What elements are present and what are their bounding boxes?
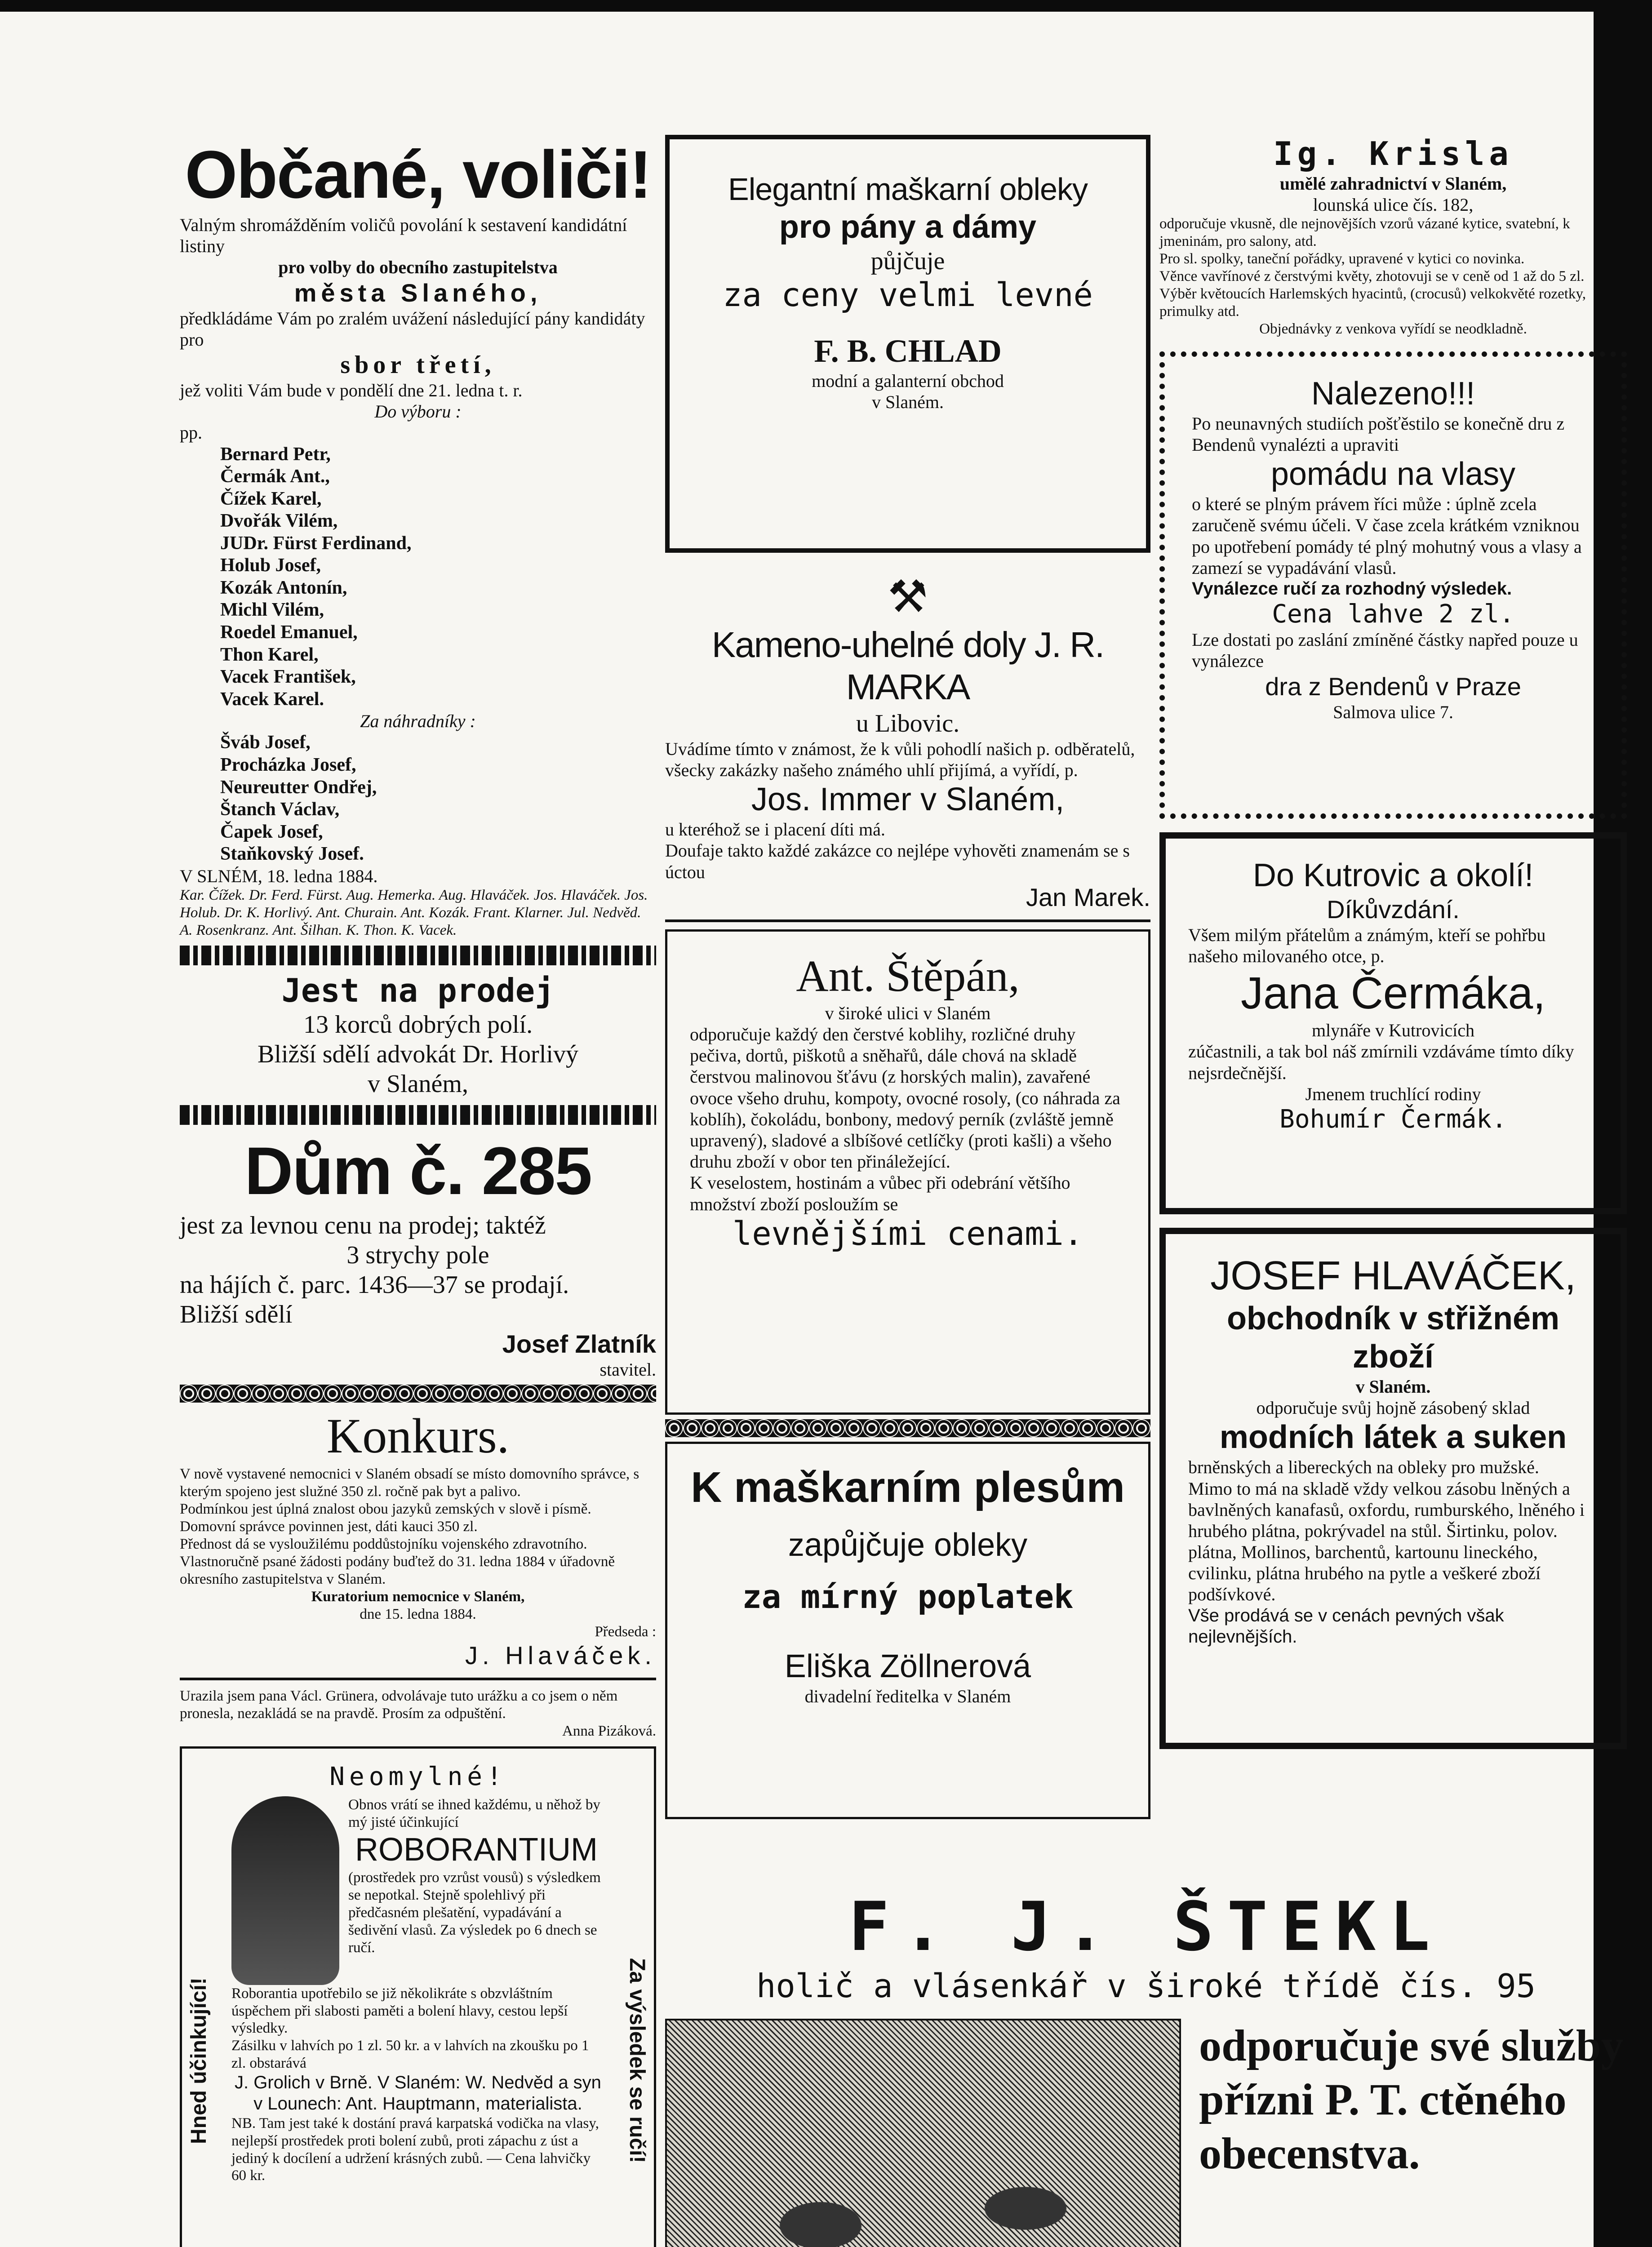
marek-p3: Doufaje takto každé zakázce co nejlépe vyhověti znamenám se s úctou	[665, 840, 1130, 882]
konkurs-notice	[180, 1407, 656, 1670]
election-signers: Kar. Čížek. Dr. Ferd. Fürst. Aug. Hemerka. Aug. Hlaváček. Jos. Hlaváček. Jos. Holub. Dr. K. Horlivý. Ant. Churain. Ant. Kozák. Frant. Klarner. Jul. Nedvěd. A. Rosenkranz. Ant. Šilhan. K. Thon. K. Vacek.	[180, 887, 648, 938]
konkurs-sig4: J. Hlaváček.	[465, 1641, 656, 1670]
konkurs-sig1: Kuratorium nemocnice v Slaném,	[311, 1588, 525, 1605]
chlad-l6: v Slaném.	[872, 391, 944, 412]
kutrovic-name: Jana Čermáka,	[1240, 968, 1546, 1019]
krisla-p3: Věnce vavřínové z čerstvými květy, zhotovuji se v ceně od 1 až do 5 zl.	[1159, 268, 1585, 285]
krisla-l2: lounská ulice čís. 182,	[1313, 195, 1474, 215]
kutrovic-p1: Všem milým přátelům a známým, kteří se pohřbu našeho milovaného otce, p.	[1188, 924, 1546, 967]
divider	[665, 919, 1150, 922]
krisla-p1: odporučuje vkusně, dle nejnovějších vzorů vázané kytice, svatební, k jmeninám, pro salony, atd.	[1159, 216, 1570, 250]
nalezeno-price: Cena lahve 2 zl.	[1272, 599, 1514, 629]
chlad-l4: za ceny velmi levné	[723, 275, 1093, 314]
marek-ad	[665, 571, 1150, 912]
stepan-l1: v široké ulici v Slaném	[825, 1003, 991, 1023]
candidate-list	[180, 444, 656, 711]
candidate: Čermák Ant.,	[220, 466, 330, 487]
hlavacek-l1: obchodník v střižném zboží	[1226, 1301, 1560, 1375]
house-l3: na hájích č. parc. 1436—37 se prodají.	[180, 1271, 569, 1299]
ornament-divider	[665, 1419, 1150, 1437]
house-name: Josef Zlatník	[502, 1330, 656, 1359]
zollner-l1: zapůjčuje obleky	[788, 1527, 1028, 1563]
candidate: JUDr. Fürst Ferdinand,	[220, 533, 412, 554]
stepan-p2: K veselostem, hostinám a vůbec při odebrání většího množství zboží posloužím se	[690, 1172, 1070, 1214]
ornament-divider	[180, 1385, 656, 1403]
stepan-l2: levnějšími cenami.	[732, 1214, 1084, 1252]
candidate: Vacek František,	[220, 666, 356, 688]
krisla-p2: Pro sl. spolky, taneční pořádky, upravené v kytici co novinka.	[1159, 251, 1525, 267]
konkurs-p4: Přednost dá se vysloužilému poddůstojníku vojenského zdravotního.	[180, 1536, 587, 1552]
kutrovic-p3: Jmenem truchlící rodiny	[1305, 1084, 1481, 1104]
konkurs-p5: Vlastnoručně psané žádosti podány buďtež do 31. ledna 1884 v úřadovně okresního zastupitelstva v Slaném.	[180, 1553, 615, 1587]
roborantium-top	[231, 1796, 604, 1985]
zollner-title: K maškarním plesům	[691, 1463, 1125, 1511]
nalezeno-addr: Salmova ulice 7.	[1333, 702, 1453, 722]
roborantium-p1: Obnos vrátí se ihned každému, u něhož by mý jisté účinkující	[348, 1796, 600, 1830]
hlavacek-name: JOSEF HLAVÁČEK,	[1210, 1253, 1576, 1298]
ornament-divider	[180, 1105, 656, 1125]
candidate: Thon Karel,	[220, 644, 319, 665]
hlavacek-l2: v Slaném.	[1355, 1376, 1431, 1397]
kutrovic-l1: mlynáře v Kutrovicích	[1311, 1020, 1475, 1041]
substitute: Šváb Josef,	[220, 732, 311, 753]
zollner-ad	[665, 1442, 1150, 1819]
stekl-body	[665, 2019, 1627, 2247]
kutrovic-p2: zúčastnili, a tak bol náš zmírnili vzdáváme tímto díky nejsrdečnější.	[1188, 1041, 1574, 1083]
hlavacek-l3: odporučuje svůj hojně zásobený sklad	[1256, 1398, 1530, 1418]
roborantium-name: ROBORANTIUM	[355, 1832, 598, 1868]
candidate: Čížek Karel,	[220, 488, 322, 509]
krisla-p5: Objednávky z venkova vyřídí se neodkladně.	[1259, 320, 1527, 337]
stekl-l1: holič a vlásenkář v široké třídě čís. 95	[756, 1967, 1536, 2005]
election-date: V SLNÉM, 18. ledna 1884.	[180, 866, 378, 886]
zollner-name: Eliška Zöllnerová	[784, 1648, 1031, 1684]
house-title: Dům č. 285	[244, 1132, 592, 1208]
krisla-l1: umělé zahradnictví v Slaném,	[1279, 173, 1507, 194]
election-do-vyboru: Do výboru :	[374, 401, 462, 422]
nalezeno-p4: Lze dostati po zaslání zmíněné částky napřed pouze u vynálezce	[1192, 630, 1578, 671]
candidate: Michl Vilém,	[220, 599, 324, 621]
roborantium-ad	[180, 1746, 656, 2247]
marek-title: Kameno-uhelné doly J. R. MARKA	[711, 625, 1104, 707]
divider	[180, 1678, 656, 1680]
chlad-ad	[665, 135, 1150, 553]
sale-l2: Bližší sdělí advokát Dr. Horlivý	[258, 1040, 578, 1068]
sale-title: Jest na prodej	[281, 971, 555, 1009]
substitute-list	[180, 732, 656, 865]
chlad-l2: pro pány a dámy	[779, 209, 1037, 245]
apology-notice	[180, 1687, 656, 1740]
column-middle	[665, 135, 1150, 1819]
marek-name: Jos. Immer v Slaném,	[751, 782, 1065, 818]
kutrovic-title: Do Kutrovic a okolí!	[1252, 857, 1534, 893]
barbershop-engraving-icon	[665, 2019, 1181, 2247]
chlad-l3: půjčuje	[870, 247, 945, 275]
konkurs-title: Konkurs.	[326, 1408, 510, 1464]
marek-p2: u kteréhož se i placení díti má.	[665, 819, 885, 840]
hlavacek-l4: modních látek a suken	[1219, 1419, 1567, 1456]
election-p1: Valným shromážděním voličů povolání k sestavení kandidátní listiny	[180, 215, 627, 257]
candidate: Roedel Emanuel,	[220, 622, 358, 643]
house-l2: 3 strychy pole	[346, 1241, 489, 1269]
election-headline: Občané, voliči!	[185, 137, 651, 212]
marek-p1: Uvádíme tímto v známost, že k vůli pohodlí našich p. odběratelů, všecky zakázky našeho známého uhlí přijímá, a vyřídí, p.	[665, 738, 1135, 781]
substitute: Staňkovský Josef.	[220, 844, 364, 865]
konkurs-p1: V nově vystavené nemocnici v Slaném obsadí se místo domovního správce, s kterým spojeno jest služné 350 zl. ročně pak byt a palivo.	[180, 1466, 639, 1500]
konkurs-p3: Domovní správce povinnen jest, dáti kauci 350 zl.	[180, 1519, 478, 1535]
hammer-pick-icon: ⚒	[888, 572, 928, 622]
candidate: Kozák Antonín,	[220, 577, 347, 598]
roborantium-vertical-right: Za výsledek se ručí!	[625, 1958, 649, 2163]
apology-name: Anna Pizáková.	[562, 1723, 656, 1739]
house-for-sale	[180, 1131, 656, 1381]
nalezeno-l1: pomádu na vlasy	[1270, 456, 1516, 493]
roborantium-p4: Zásilku v lahvích po 1 zl. 50 kr. a v lahvích na zkoušku po 1 zl. obstarává	[231, 2038, 589, 2072]
election-notice	[180, 135, 656, 939]
marek-sig: Jan Marek.	[1026, 883, 1150, 911]
roborantium-intro	[348, 1796, 604, 1985]
hlavacek-p1: brněnských a libereckých na obleky pro mužské.	[1188, 1457, 1539, 1478]
konkurs-p2: Podmínkou jest úplná znalost obou jazyků zemských v slově i písmě.	[180, 1501, 591, 1518]
nalezeno-p3: Vynálezce ručí za rozhodný výsledek.	[1192, 578, 1512, 599]
roborantium-vertical-left: Hned účinkující!	[187, 1977, 211, 2144]
krisla-ad	[1159, 135, 1627, 338]
hlavacek-p3: Vše prodává se v cenách pevných však nejlevnějších.	[1188, 1605, 1504, 1647]
sale-l1: 13 korců dobrých polí.	[303, 1010, 533, 1039]
election-p6: jež voliti Vám bude v pondělí dne 21. ledna t. r.	[180, 380, 523, 401]
kutrovic-ad	[1159, 832, 1627, 1214]
election-p3: města Slaného,	[294, 278, 542, 307]
candidate: Bernard Petr,	[220, 444, 331, 465]
scan-edge-top	[0, 0, 1652, 12]
election-p5: sbor třetí,	[340, 351, 496, 379]
stepan-p1: odporučuje každý den čerstvé koblihy, rozličné druhy pečiva, dortů, piškotů a sněhařů, dále chová na skladě čerstvou malinovou šťávu (z horských malin), zavařené ovoce všeho druhu, kompoty, ovocné rosoly, (co náhrada za koblíh), čokoládu, bonbony, medový perník (zvláště jemně upravený), sladové a slbíšové cetlíčky (proti kašli) a všeho druhu zboží v obor ten přináležející.	[690, 1024, 1120, 1172]
roborantium-title: Neomylné!	[329, 1762, 506, 1791]
nalezeno-p1: Po neunavných studiích pošťěstilo se konečně dru z Bendenů vynalézti a upraviti	[1192, 413, 1565, 455]
stekl-ad	[665, 1887, 1627, 2247]
stekl-name: F. J. ŠTEKL	[848, 1888, 1443, 1966]
election-za-nahradniky: Za náhradníky :	[360, 711, 476, 732]
candidate: Dvořák Vilém,	[220, 511, 338, 532]
house-l4: Bližší sdělí	[180, 1301, 293, 1329]
chlad-l1: Elegantní maškarní obleky	[728, 172, 1088, 207]
hlavacek-p2: Mimo to má na skladě vždy velkou zásobu lněných a bavlněných kanafasů, oxfordu, rumburského, lněného i hrubého plátna, pokrývadel na stůl. Širtinku, polov. plátna, Mollinos, barchentů, kartounu lineckého, cvilinku, plátna hrubého na pytle a veškeré zboží podšívkové.	[1188, 1478, 1585, 1605]
ornament-divider	[180, 946, 656, 965]
hlavacek-ad	[1159, 1228, 1627, 1749]
apology-text: Urazila jsem pana Václ. Grünera, odvolávaje tuto urážku a co jsem o něm pronesla, nezakládá se na pravdě. Prosím za odpuštění.	[180, 1687, 618, 1722]
roborantium-p3: Roborantia upotřebilo se již několikráte s obzvláštním úspěchem při slabosti paměti a bolení hlavy, cestou lepší výsledky.	[231, 1985, 568, 2037]
candidate: Holub Josef,	[220, 555, 321, 576]
candidate: Vacek Karel.	[220, 688, 324, 710]
column-left	[180, 135, 656, 2247]
election-p4: předkládáme Vám po zralém uvážení následující pány kandidáty pro	[180, 308, 645, 350]
roborantium-p5: J. Grolich v Brně. V Slaném: W. Nedvěd a syn v Lounech: Ant. Hauptmann, materialista.	[235, 2073, 601, 2114]
nalezeno-p2: o které se plným právem říci může : úplně zcela zaručeně svému účeli. V čase zcela krátkém vzniknou po upotřebení pomády té plný mohutný vous a vlasy a zamezí se vypadávání vlasů.	[1192, 494, 1582, 578]
fields-for-sale	[180, 972, 656, 1099]
roborantium-p2: (prostředek pro vzrůst vousů) s výsledkem se nepotkal. Stejně spolehlivý při předčasném plešatění, vypadávání a šedivění vlasů. Za výsledek po 6 dnech se ručí.	[348, 1870, 601, 1956]
zollner-l3: divadelní ředitelka v Slaném	[804, 1686, 1011, 1706]
chlad-l5: modní a galanterní obchod	[812, 370, 1004, 391]
konkurs-sig2: dne 15. ledna 1884.	[360, 1606, 476, 1622]
substitute: Neureutter Ondřej,	[220, 777, 377, 798]
konkurs-sig3: Předseda :	[595, 1623, 656, 1640]
nalezeno-sig: dra z Bendenů v Praze	[1265, 672, 1521, 701]
substitute: Štanch Václav,	[220, 799, 340, 820]
stekl-l2: odporučuje své služby přízni P. T. ctěného obecenstva.	[1199, 2020, 1624, 2178]
zollner-l2: za mírný poplatek	[742, 1578, 1074, 1616]
sale-l3: v Slaném,	[368, 1070, 468, 1098]
election-pp: pp.	[180, 422, 202, 443]
nalezeno-title: Nalezeno!!!	[1311, 375, 1475, 412]
substitute: Procházka Josef,	[220, 754, 356, 775]
krisla-p4: Výběr květoucích Harlemských hyacintů, (crocusů) velkokvěté rozetky, primulky atd.	[1159, 286, 1586, 320]
krisla-name: Ig. Krisla	[1273, 135, 1513, 173]
kutrovic-sub: Díkůvzdání.	[1327, 895, 1460, 924]
house-role: stavitel.	[600, 1359, 656, 1380]
house-l1: jest za levnou cenu na prodej; taktéž	[180, 1211, 546, 1239]
marek-l1: u Libovic.	[856, 709, 960, 737]
nalezeno-ad	[1159, 351, 1627, 819]
stepan-name: Ant. Štěpán,	[796, 950, 1020, 1001]
woman-portrait-icon	[231, 1796, 339, 1985]
kutrovic-sig: Bohumír Čermák.	[1279, 1105, 1507, 1134]
election-p2: pro volby do obecního zastupitelstva	[278, 257, 558, 278]
chlad-name: F. B. CHLAD	[814, 333, 1002, 369]
substitute: Čapek Josef,	[220, 821, 323, 842]
roborantium-p6: NB. Tam jest také k dostání pravá karpatská vodička na vlasy, nejlepší prostředek proti bolení zubů, proti zápachu z úst a jediný k docílení a udržení krásných zubů. — Cena lahvičky 60 kr.	[231, 2115, 599, 2184]
column-right	[1159, 135, 1627, 1749]
stepan-ad	[665, 929, 1150, 1415]
